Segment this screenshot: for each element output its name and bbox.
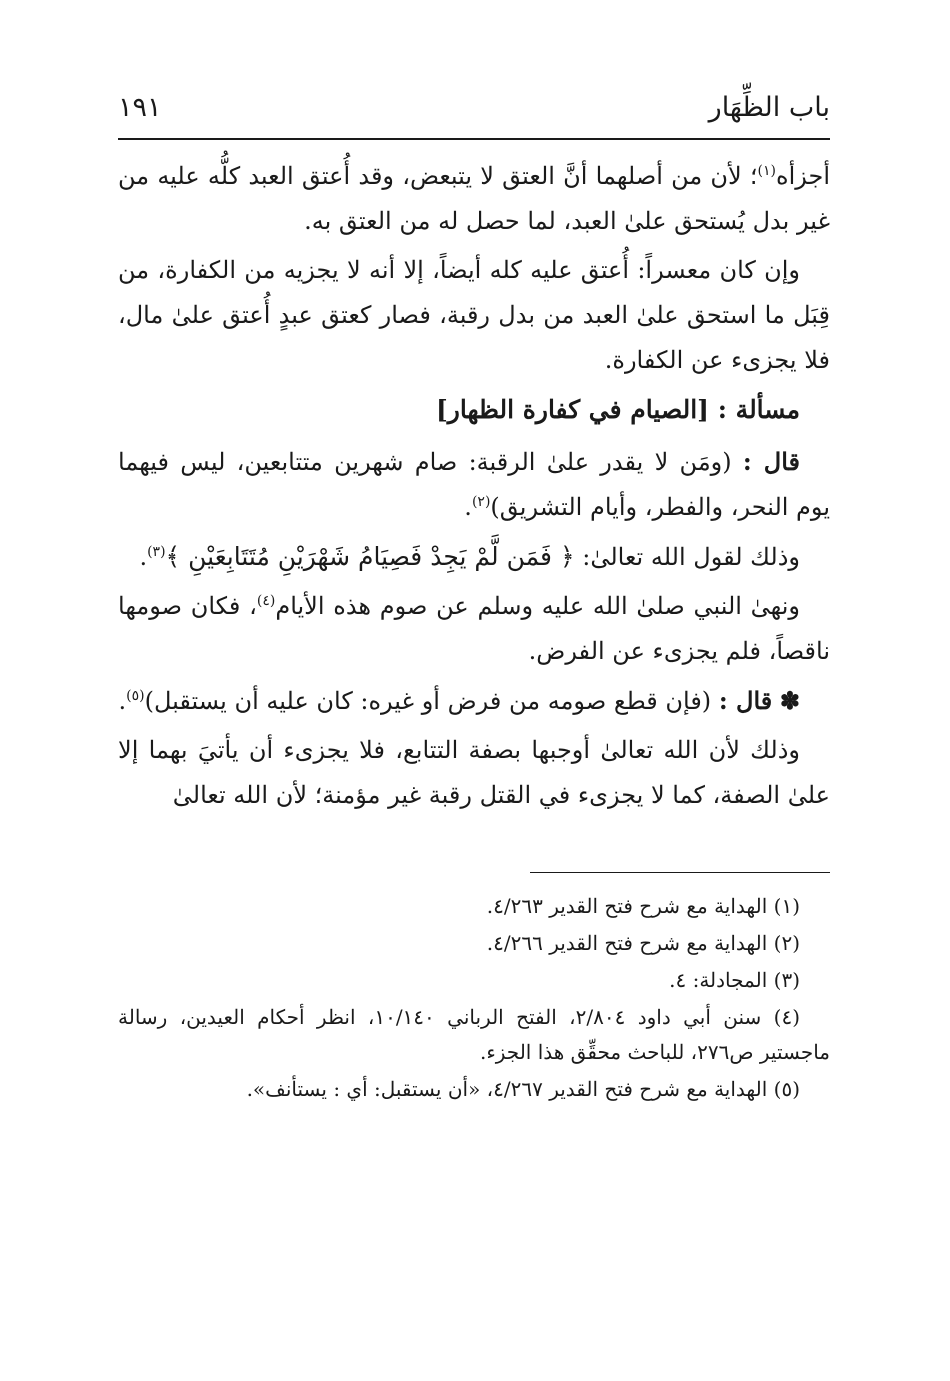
footnotes	[118, 889, 830, 1107]
paragraph-4-end: .	[139, 543, 148, 571]
footnote-ref-1: (١)	[757, 163, 776, 179]
footnote-1: (١) الهداية مع شرح فتح القدير ٤/٢٦٣.	[486, 894, 800, 918]
footnote-ref-5: (٥)	[126, 688, 145, 704]
paragraph-1-rest: ؛ لأن من أصلهما أنَّ العتق لا يتبعض، وقد أُعتق العبد كلُّه عليه من غير بدل يُستحق علىٰ العبد، لما حصل له من العتق به.	[118, 162, 830, 235]
paragraph-1-start: أجزأه	[776, 162, 830, 190]
qala-label: قال :	[742, 447, 800, 476]
paragraph-5	[118, 584, 830, 674]
footnote-3: (٣) المجادلة: ٤.	[669, 968, 800, 992]
running-header	[118, 90, 830, 140]
main-text	[118, 154, 830, 818]
footnote-5: (٥) الهداية مع شرح فتح القدير ٤/٢٦٧، «أن يستقبل: أي : يستأنف».	[246, 1077, 800, 1101]
asterisk-icon: ✽	[779, 686, 800, 715]
paragraph-7: وذلك لأن الله تعالىٰ أوجبها بصفة التتابع، فلا يجزىء أن يأتيَ بهما إلا علىٰ الصفة، كما لا يجزىء في القتل رقبة غير مؤمنة؛ لأن الله تعالىٰ	[118, 736, 830, 809]
footnote-ref-4: (٤)	[256, 593, 276, 609]
footnote-separator	[530, 872, 830, 873]
paragraph-2: وإن كان معسراً: أُعتق عليه كله أيضاً، إلا أنه لا يجزيه من الكفارة، من قِبَل ما استحق علىٰ العبد من بدل رقبة، فصار كعتق عبدٍ أُعتق علىٰ مال، فلا يجزىء عن الكفارة.	[118, 256, 830, 374]
quran-verse: ﴿ فَمَن لَّمْ يَجِدْ فَصِيَامُ شَهْرَيْنِ مُتَتَابِعَيْنِ ﴾	[165, 542, 575, 571]
paragraph-4-intro: وذلك لقول الله تعالىٰ:	[582, 543, 800, 571]
paragraph-6-text: (فإن قطع صومه من فرض أو غيره: كان عليه أن يستقبل)	[144, 687, 712, 715]
paragraph-6-end: .	[118, 687, 127, 715]
footnote-ref-2: (٢)	[471, 494, 491, 510]
paragraph-1	[118, 154, 830, 244]
qala-label-2: قال :	[718, 686, 773, 715]
paragraph-3-end: .	[464, 493, 472, 521]
paragraph-3-text: (ومَن لا يقدر علىٰ الرقبة: صام شهرين متتابعين، ليس فيهما يوم النحر، والفطر، وأيام التشريق)	[118, 448, 830, 521]
book-page	[118, 90, 830, 1270]
footnote-2: (٢) الهداية مع شرح فتح القدير ٤/٢٦٦.	[486, 931, 800, 955]
issue-label: مسألة :	[717, 395, 800, 424]
paragraph-4	[118, 534, 830, 580]
chapter-title: باب الظِّهَار	[708, 92, 830, 123]
paragraph-5-start: ونهىٰ النبي صلىٰ الله عليه وسلم عن صوم هذه الأيام	[275, 592, 800, 620]
paragraph-3	[118, 439, 830, 530]
issue-title: [الصيام في كفارة الظهار]	[435, 395, 710, 424]
issue-heading	[118, 387, 800, 433]
page-number: ١٩١	[118, 92, 162, 123]
footnote-4: (٤) سنن أبي داود ٢/٨٠٤، الفتح الرباني ١٠/١٤٠، انظر أحكام العيدين، رسالة ماجستير ص٢٧٦، للباحث محقِّق هذا الجزء.	[118, 1005, 830, 1064]
paragraph-6	[118, 678, 830, 724]
footnote-ref-3: (٣)	[147, 544, 166, 560]
paragraph-5-rest: ، فكان صومها ناقصاً، فلم يجزىء عن الفرض.	[118, 592, 830, 665]
